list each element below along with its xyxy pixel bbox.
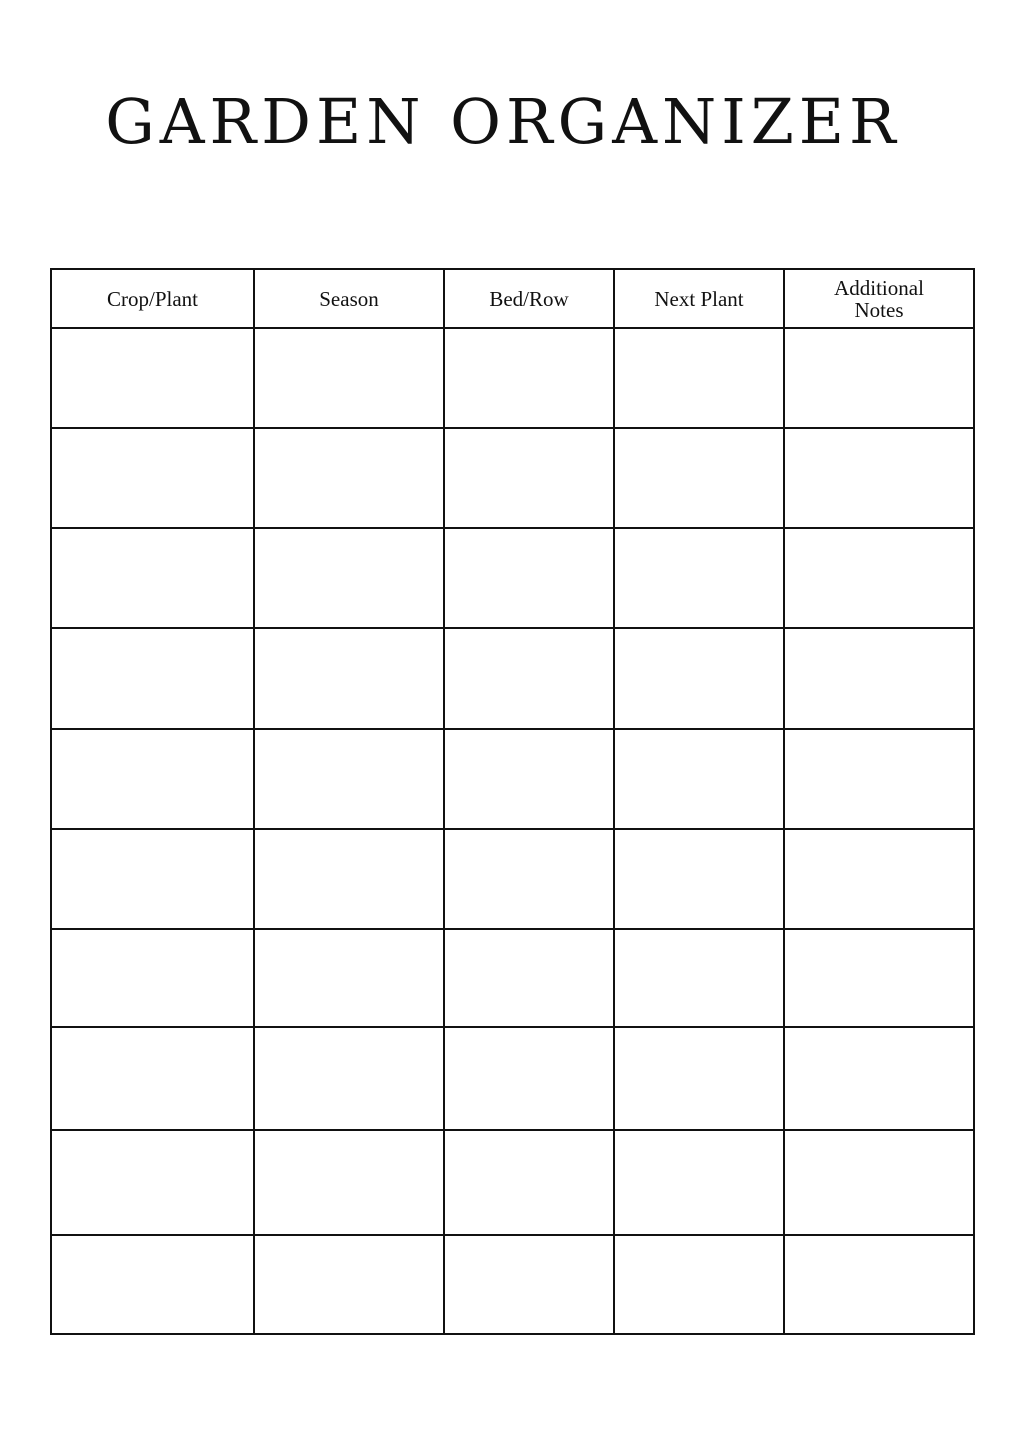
cell-next-plant[interactable] xyxy=(614,1130,784,1235)
table-row xyxy=(51,328,974,428)
column-header-next-plant: Next Plant xyxy=(614,269,784,328)
table-row xyxy=(51,428,974,528)
cell-season[interactable] xyxy=(254,428,444,528)
cell-next-plant[interactable] xyxy=(614,428,784,528)
cell-bed-row[interactable] xyxy=(444,528,614,628)
cell-crop-plant[interactable] xyxy=(51,729,254,829)
cell-next-plant[interactable] xyxy=(614,528,784,628)
cell-additional-notes[interactable] xyxy=(784,1130,974,1235)
cell-season[interactable] xyxy=(254,1027,444,1130)
cell-next-plant[interactable] xyxy=(614,929,784,1027)
cell-season[interactable] xyxy=(254,1235,444,1334)
cell-next-plant[interactable] xyxy=(614,1235,784,1334)
cell-bed-row[interactable] xyxy=(444,328,614,428)
table-row xyxy=(51,929,974,1027)
page-title: GARDEN ORGANIZER xyxy=(105,85,901,158)
cell-additional-notes[interactable] xyxy=(784,328,974,428)
cell-season[interactable] xyxy=(254,729,444,829)
cell-crop-plant[interactable] xyxy=(51,528,254,628)
cell-crop-plant[interactable] xyxy=(51,1130,254,1235)
cell-additional-notes[interactable] xyxy=(784,1027,974,1130)
cell-bed-row[interactable] xyxy=(444,428,614,528)
cell-next-plant[interactable] xyxy=(614,1027,784,1130)
column-header-season: Season xyxy=(254,269,444,328)
table-row xyxy=(51,628,974,729)
column-header-bed-row: Bed/Row xyxy=(444,269,614,328)
cell-bed-row[interactable] xyxy=(444,1235,614,1334)
cell-next-plant[interactable] xyxy=(614,628,784,729)
cell-additional-notes[interactable] xyxy=(784,929,974,1027)
cell-season[interactable] xyxy=(254,328,444,428)
cell-crop-plant[interactable] xyxy=(51,929,254,1027)
cell-bed-row[interactable] xyxy=(444,729,614,829)
table-row xyxy=(51,528,974,628)
cell-additional-notes[interactable] xyxy=(784,1235,974,1334)
cell-crop-plant[interactable] xyxy=(51,428,254,528)
cell-additional-notes[interactable] xyxy=(784,829,974,929)
cell-crop-plant[interactable] xyxy=(51,1027,254,1130)
cell-crop-plant[interactable] xyxy=(51,1235,254,1334)
column-header-additional-notes xyxy=(784,269,974,328)
cell-bed-row[interactable] xyxy=(444,1130,614,1235)
cell-season[interactable] xyxy=(254,929,444,1027)
cell-next-plant[interactable] xyxy=(614,328,784,428)
cell-additional-notes[interactable] xyxy=(784,528,974,628)
cell-crop-plant[interactable] xyxy=(51,328,254,428)
header-row xyxy=(51,269,974,328)
table-row xyxy=(51,1130,974,1235)
cell-additional-notes[interactable] xyxy=(784,729,974,829)
cell-bed-row[interactable] xyxy=(444,929,614,1027)
cell-season[interactable] xyxy=(254,528,444,628)
additional-notes-label: Additional Notes xyxy=(834,275,924,322)
cell-season[interactable] xyxy=(254,829,444,929)
table-row xyxy=(51,829,974,929)
cell-bed-row[interactable] xyxy=(444,829,614,929)
cell-bed-row[interactable] xyxy=(444,628,614,729)
cell-next-plant[interactable] xyxy=(614,829,784,929)
cell-season[interactable] xyxy=(254,1130,444,1235)
table-row xyxy=(51,1027,974,1130)
cell-additional-notes[interactable] xyxy=(784,628,974,729)
cell-additional-notes[interactable] xyxy=(784,428,974,528)
cell-crop-plant[interactable] xyxy=(51,829,254,929)
cell-next-plant[interactable] xyxy=(614,729,784,829)
table-row xyxy=(51,1235,974,1334)
cell-crop-plant[interactable] xyxy=(51,628,254,729)
cell-season[interactable] xyxy=(254,628,444,729)
cell-bed-row[interactable] xyxy=(444,1027,614,1130)
garden-organizer-table xyxy=(50,268,975,1335)
column-header-crop-plant: Crop/Plant xyxy=(51,269,254,328)
table-row xyxy=(51,729,974,829)
